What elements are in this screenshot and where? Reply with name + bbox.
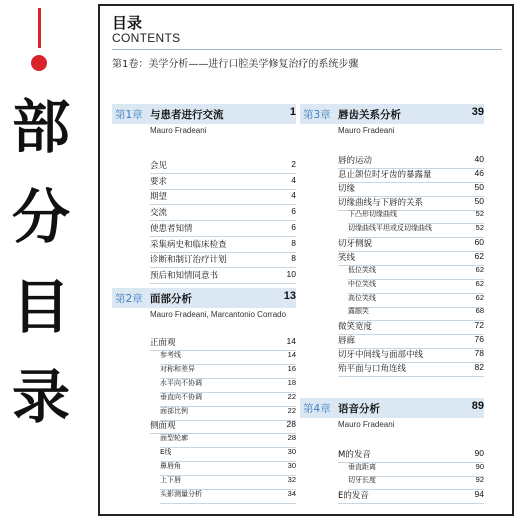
entry-page: 40	[474, 154, 484, 164]
entry-title: 垂直向不协调	[160, 392, 202, 401]
entry-rule	[338, 376, 484, 377]
entry-title: 参考线	[160, 350, 181, 359]
chapter-title: 语音分析	[338, 403, 380, 415]
toc-entry[interactable]	[150, 253, 296, 265]
toc-entry[interactable]	[150, 190, 296, 202]
entry-page: 62	[474, 250, 484, 261]
entry-title: 面型轮廓	[160, 434, 188, 443]
entry-page: 16	[287, 363, 296, 373]
toc-entry[interactable]	[338, 362, 484, 374]
chapter-number: 第3章	[303, 109, 331, 121]
toc-entry[interactable]	[338, 196, 484, 208]
toc-entry[interactable]	[150, 238, 296, 250]
entry-title: 正面观	[150, 338, 176, 348]
entry-title: 高位笑线	[348, 293, 376, 302]
entry-page: 8	[291, 253, 296, 264]
chapter-page: 13	[283, 290, 296, 302]
page-title: 目录	[112, 14, 143, 32]
chapter-page: 89	[471, 400, 484, 412]
entry-title: 交流	[150, 208, 168, 219]
toc-entry[interactable]	[160, 433, 296, 445]
entry-page: 76	[474, 334, 484, 345]
entry-page: 52	[475, 209, 484, 219]
toc-entry[interactable]	[150, 159, 296, 171]
toc-entry[interactable]	[150, 222, 296, 234]
toc-entry[interactable]	[150, 419, 296, 431]
entry-page: 18	[287, 377, 296, 387]
toc-entry[interactable]	[338, 251, 484, 263]
chapter-page: 39	[471, 106, 484, 118]
toc-entry[interactable]	[348, 462, 484, 474]
entry-title: 上下唇	[160, 476, 181, 484]
entry-title: 切牙中间线与面部中线	[338, 349, 424, 360]
entry-title: 唇的运动	[338, 156, 373, 166]
entry-page: 62	[475, 264, 484, 274]
entry-title: E线	[160, 448, 172, 457]
entry-title: 切牙长度	[348, 476, 376, 485]
entry-title: 侧面观	[150, 421, 176, 432]
contents-page	[98, 4, 514, 516]
toc-entry[interactable]	[160, 461, 296, 473]
entry-page: 2	[291, 159, 296, 169]
entry-page: 4	[291, 174, 296, 185]
entry-page: 78	[474, 347, 484, 358]
entry-title: 鼻唇角	[160, 462, 181, 471]
chapter-heading[interactable]	[300, 104, 484, 124]
entry-title: 水平向不协调	[160, 378, 202, 387]
toc-entry[interactable]	[160, 378, 296, 390]
chapter-title: 唇齿关系分析	[338, 109, 401, 121]
right-column	[300, 104, 484, 512]
toc-entry[interactable]	[338, 448, 484, 460]
entry-page: 22	[287, 391, 296, 401]
entry-title: M的发音	[338, 450, 371, 460]
entry-page: 82	[474, 361, 484, 372]
entry-page: 34	[287, 488, 296, 498]
entry-page: 90	[474, 448, 484, 458]
entry-title: 会见	[150, 161, 168, 171]
chapter-title: 与患者进行交流	[150, 109, 224, 121]
chapter-title: 面部分析	[150, 293, 192, 305]
toc-entry[interactable]	[338, 154, 484, 166]
entry-title: 切缘曲线平坦或反切缘曲线	[348, 224, 432, 233]
toc-entry[interactable]	[338, 168, 484, 180]
toc-entry[interactable]	[348, 209, 484, 221]
entry-page: 50	[474, 181, 484, 192]
entry-title: 对称和差异	[160, 364, 195, 373]
toc-entry[interactable]	[338, 182, 484, 194]
entry-page: 8	[291, 237, 296, 248]
toc-entry[interactable]	[150, 175, 296, 187]
entry-title: 露龈笑	[348, 307, 369, 316]
banner-char: 部	[11, 93, 70, 161]
entry-page: 62	[475, 278, 484, 288]
toc-entry[interactable]	[348, 279, 484, 291]
toc-entry[interactable]	[160, 392, 296, 404]
chapter-author: Mauro Fradeani	[150, 126, 207, 135]
toc-entry[interactable]	[348, 293, 484, 305]
entry-title: 头影测量分析	[160, 489, 202, 498]
chapter-number: 第4章	[303, 403, 331, 415]
toc-entry[interactable]	[348, 223, 484, 235]
entry-page: 60	[474, 237, 484, 248]
chapter-author: Mauro Fradeani	[338, 420, 395, 429]
entry-title: 切缘曲线与下唇的关系	[338, 197, 424, 208]
entry-page: 30	[287, 447, 296, 457]
entry-page: 52	[475, 223, 484, 233]
chapter-number: 第1章	[115, 109, 143, 121]
banner-char: 目	[11, 273, 70, 341]
entry-page: 90	[475, 461, 484, 471]
entry-title: 面部比例	[160, 406, 188, 415]
entry-page: 30	[287, 461, 296, 471]
toc-entry[interactable]	[160, 350, 296, 362]
banner-char: 分	[11, 183, 70, 251]
entry-rule	[150, 283, 296, 284]
entry-title: 切缘	[338, 183, 356, 194]
chapter-heading[interactable]	[112, 104, 296, 124]
header-divider	[112, 49, 502, 50]
chapter-author: Mauro Fradeani	[338, 126, 395, 135]
entry-title: 中位笑线	[348, 279, 376, 288]
toc-entry[interactable]	[348, 265, 484, 277]
entry-page: 6	[291, 206, 296, 217]
chapter-author: Mauro Fradeani, Marcantonio Corrado	[150, 310, 287, 319]
toc-entry[interactable]	[160, 489, 296, 501]
entry-page: 46	[474, 167, 484, 178]
entry-title: 采集病史和临床检查	[150, 239, 227, 250]
entry-page: 14	[286, 336, 296, 346]
entry-page: 28	[287, 433, 296, 443]
entry-page: 50	[474, 195, 484, 206]
toc-entry[interactable]	[160, 447, 296, 459]
entry-title: 下凸形切缘曲线	[348, 210, 397, 219]
toc-entry[interactable]	[160, 364, 296, 376]
entry-page: 94	[474, 488, 484, 499]
entry-title: 息止颌位时牙齿的暴露量	[338, 169, 432, 180]
entry-page: 62	[475, 292, 484, 302]
entry-page: 14	[287, 349, 296, 359]
toc-entry[interactable]	[150, 206, 296, 218]
toc-entry[interactable]	[338, 334, 484, 346]
entry-page: 32	[287, 475, 296, 484]
toc-entry[interactable]	[348, 306, 484, 318]
entry-title: 期望	[150, 192, 168, 203]
entry-title: E的发音	[338, 490, 369, 501]
page-subtitle: CONTENTS	[112, 31, 181, 45]
entry-title: 诊断和制订治疗计划	[150, 255, 227, 266]
red-accent-dot	[31, 55, 47, 71]
entry-page: 22	[287, 405, 296, 415]
red-accent-line	[38, 8, 41, 48]
entry-page: 10	[286, 268, 296, 279]
entry-title: 微笑宽度	[338, 322, 373, 333]
chapter-page: 1	[289, 106, 296, 118]
volume-title: 第1卷：美学分析——进行口腔美学修复治疗的系统步骤	[112, 59, 359, 70]
entry-page: 92	[475, 475, 484, 485]
entry-rule	[338, 503, 484, 504]
entry-page: 28	[286, 419, 296, 430]
chapter-heading[interactable]	[112, 288, 296, 308]
left-column	[112, 104, 296, 512]
toc-entry[interactable]	[150, 269, 296, 281]
toc-entry[interactable]	[160, 406, 296, 418]
entry-title: 使患者知情	[150, 223, 193, 234]
toc-entry[interactable]	[348, 475, 484, 487]
toc-entry[interactable]	[150, 336, 296, 348]
entry-page: 72	[474, 320, 484, 331]
entry-title: 垂直距离	[348, 462, 376, 471]
chapter-heading[interactable]	[300, 398, 484, 418]
toc-entry[interactable]	[338, 489, 484, 501]
entry-page: 6	[291, 221, 296, 232]
toc-entry[interactable]	[338, 237, 484, 249]
entry-title: 殆平面与口角连线	[338, 363, 407, 374]
entry-title: 低位笑线	[348, 265, 376, 274]
entry-title: 笑线	[338, 252, 356, 263]
entry-title: 预后和知情同意书	[150, 270, 219, 281]
chapter-number: 第2章	[115, 293, 143, 305]
toc-entry[interactable]	[160, 475, 296, 487]
banner-char: 录	[11, 363, 70, 431]
entry-title: 切牙侧貌	[338, 239, 373, 250]
entry-rule	[160, 503, 296, 504]
entry-title: 要求	[150, 176, 168, 187]
toc-entry[interactable]	[338, 320, 484, 332]
entry-page: 68	[475, 306, 484, 316]
entry-page: 4	[291, 190, 296, 201]
entry-title: 唇廊	[338, 336, 356, 347]
toc-entry[interactable]	[338, 348, 484, 360]
